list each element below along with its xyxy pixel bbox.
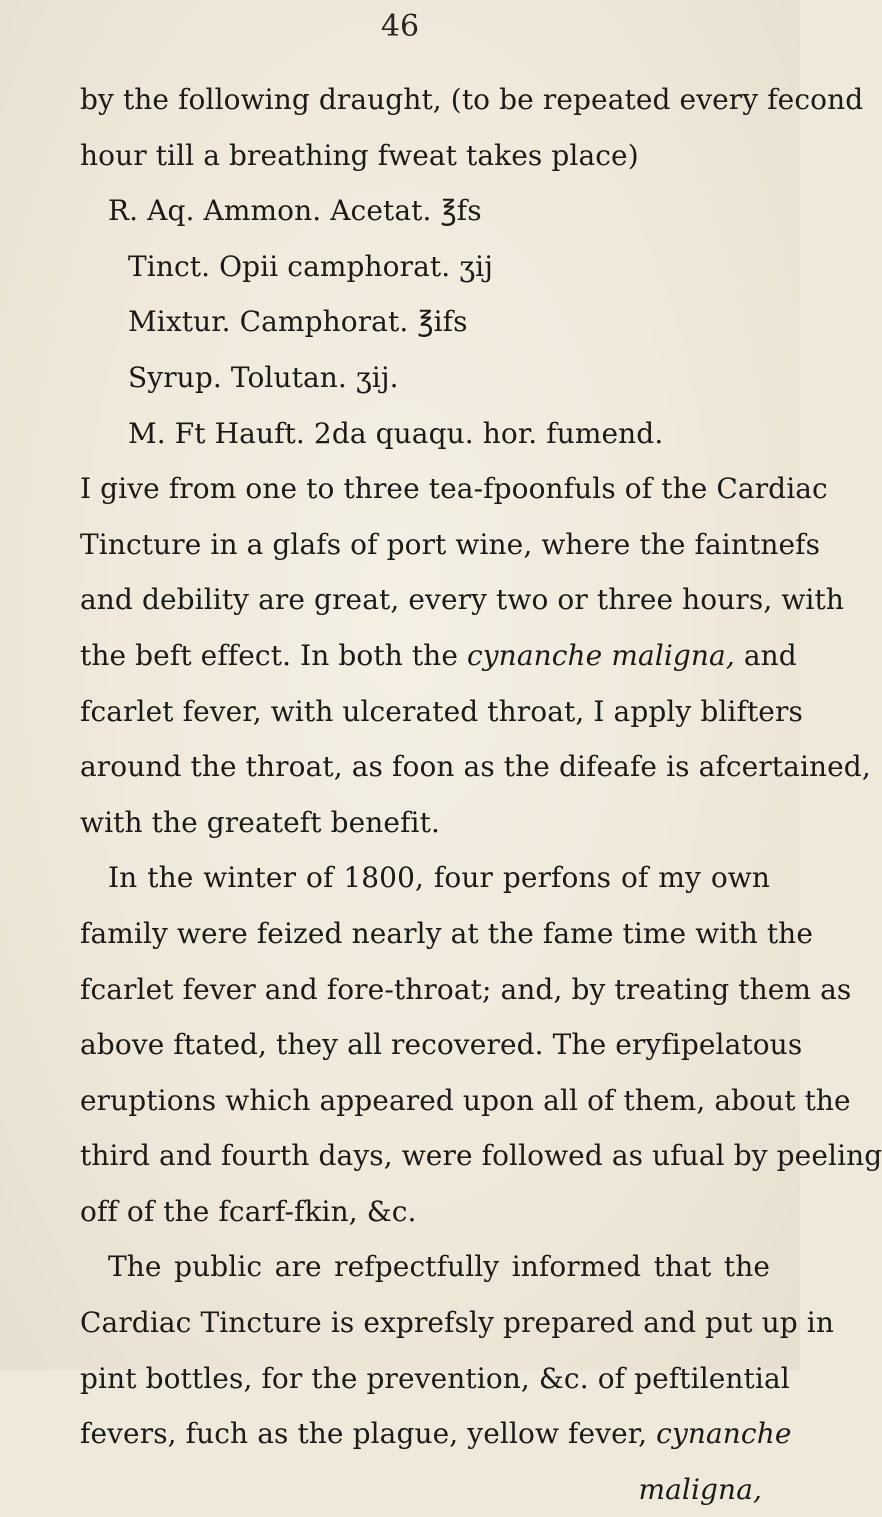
text-line: hour till a breathing fweat takes place) <box>80 138 639 172</box>
text-line: third and fourth days, were followed as ufual by peeling <box>80 1139 882 1173</box>
text-line: pint bottles, for the prevention, &c. of peftilential <box>80 1361 790 1395</box>
prescription-line: R. Aq. Ammon. Acetat. ℥fs <box>108 194 482 228</box>
text-line: eruptions which appeared upon all of them, about the <box>80 1083 851 1117</box>
text-line: above ftated, they all recovered. The eryfipelatous <box>80 1028 803 1062</box>
text-line: around the throat, as foon as the difeafe is afcertained, <box>80 750 871 784</box>
prescription-line: M. Ft Hauft. 2da quaqu. hor. fumend. <box>128 416 664 450</box>
text-line: I give from one to three tea-fpoonfuls of the Cardiac <box>80 472 828 506</box>
text-line: with the greateft benefit. <box>80 805 440 839</box>
latin-term: cynanche <box>656 1417 792 1451</box>
text-line: family were feized nearly at the fame time with the <box>80 916 813 950</box>
prescription-line: Syrup. Tolutan. ʒij. <box>128 360 399 394</box>
text-line: fcarlet fever, with ulcerated throat, I apply blifters <box>80 694 803 728</box>
prescription-line: Tinct. Opii camphorat. ʒij <box>128 249 494 283</box>
catchword: maligna, <box>638 1472 762 1506</box>
text-line: fcarlet fever and fore-throat; and, by treating them as <box>80 972 852 1006</box>
body-text <box>80 72 882 1517</box>
text-line: and debility are great, every two or three hours, with <box>80 583 844 617</box>
text-line: Cardiac Tincture is exprefsly prepared and put up in <box>80 1306 834 1340</box>
text-line: Tincture in a glafs of port wine, where the faintnefs <box>80 527 821 561</box>
text-line: fevers, fuch as the plague, yellow fever, cynanche <box>80 1417 792 1451</box>
prescription-line: Mixtur. Camphorat. ℥ifs <box>128 305 468 339</box>
text-line: In the winter of 1800, four perfons of my own <box>108 861 770 895</box>
text-line: the beft effect. In both the cynanche maligna, and <box>80 638 797 672</box>
latin-term: cynanche maligna, <box>466 638 735 672</box>
text-line: by the following draught, (to be repeated every fecond <box>80 83 864 116</box>
page-number: 46 <box>380 9 420 44</box>
text-line: off of the fcarf-fkin, &c. <box>80 1194 417 1228</box>
text-line: The public are refpectfully informed that the <box>108 1250 770 1284</box>
